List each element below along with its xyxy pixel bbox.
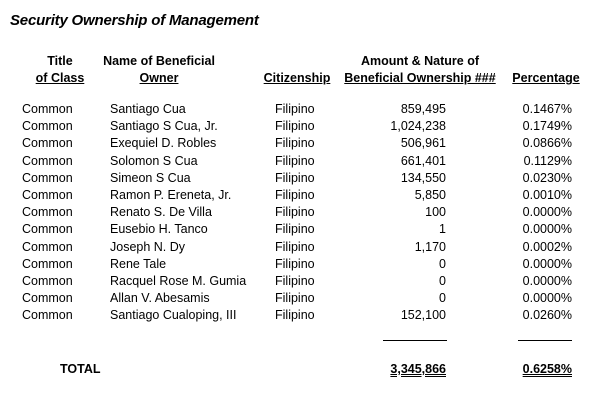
cell-amount: 1,170	[414, 239, 446, 254]
cell-percentage: 0.1467%	[522, 102, 572, 116]
cell-citizenship: Filipino	[275, 153, 315, 168]
cell-amount: 0	[439, 256, 446, 271]
cell-citizenship: Filipino	[275, 205, 315, 220]
cell-amount: 0	[439, 273, 446, 288]
percentage-subtotal-rule	[518, 340, 572, 341]
cell-owner-name: Solomon S Cua	[110, 153, 198, 168]
header-amount-nature	[340, 53, 500, 87]
cell-amount: 100	[425, 205, 446, 220]
cell-percentage: 0.1129%	[523, 153, 572, 168]
table-row	[0, 204, 606, 221]
header-beneficial-owner-line1: Name of Beneficial	[103, 54, 215, 68]
cell-percentage: 0.0000%	[522, 222, 572, 237]
cell-citizenship: Filipino	[275, 273, 315, 288]
cell-class: Common	[22, 136, 73, 151]
total-amount: 3,345,866	[390, 362, 446, 376]
cell-class: Common	[22, 222, 73, 237]
table-row	[0, 256, 606, 273]
cell-owner-name: Exequiel D. Robles	[110, 136, 217, 151]
header-citizenship	[260, 70, 334, 87]
cell-percentage: 0.0010%	[522, 187, 572, 202]
cell-citizenship: Filipino	[275, 308, 315, 323]
cell-citizenship: Filipino	[275, 102, 315, 116]
cell-percentage: 0.0000%	[522, 291, 572, 306]
header-title-of-class-line2: of Class	[35, 71, 85, 85]
table-row	[0, 135, 606, 152]
header-percentage	[508, 70, 584, 87]
header-title-of-class	[30, 53, 90, 87]
table-row	[0, 153, 606, 170]
cell-class: Common	[22, 119, 73, 134]
header-citizenship-label: Citizenship	[263, 71, 331, 85]
cell-class: Common	[22, 291, 73, 306]
cell-citizenship: Filipino	[275, 222, 315, 237]
table-row	[0, 273, 606, 290]
header-beneficial-owner-line2: Owner	[139, 71, 179, 85]
cell-class: Common	[22, 256, 73, 271]
cell-citizenship: Filipino	[275, 136, 315, 151]
cell-amount: 1,024,238	[390, 119, 446, 134]
cell-owner-name: Allan V. Abesamis	[110, 291, 210, 306]
cell-class: Common	[22, 187, 73, 202]
cell-class: Common	[22, 239, 73, 254]
cell-owner-name: Santiago Cualoping, III	[110, 308, 237, 323]
cell-amount: 859,495	[400, 102, 446, 116]
cell-citizenship: Filipino	[275, 256, 315, 271]
cell-owner-name: Racquel Rose M. Gumia	[110, 273, 247, 288]
cell-amount: 506,961	[400, 136, 446, 151]
cell-amount: 1	[439, 222, 446, 237]
ownership-table-body	[0, 101, 606, 324]
header-title-of-class-line1: Title	[47, 54, 73, 68]
total-percentage: 0.6258%	[522, 362, 572, 376]
total-label: TOTAL	[60, 362, 101, 376]
cell-class: Common	[22, 308, 73, 323]
header-amount-line1: Amount & Nature of	[360, 54, 480, 68]
cell-class: Common	[22, 273, 73, 288]
amount-subtotal-rule	[383, 340, 447, 341]
cell-owner-name: Rene Tale	[110, 256, 167, 271]
cell-percentage: 0.0230%	[522, 170, 572, 185]
cell-class: Common	[22, 170, 73, 185]
cell-citizenship: Filipino	[275, 187, 315, 202]
cell-amount: 0	[439, 291, 446, 306]
cell-amount: 661,401	[400, 153, 446, 168]
cell-citizenship: Filipino	[275, 239, 315, 254]
header-percentage-label: Percentage	[512, 71, 580, 85]
cell-percentage: 0.0260%	[522, 308, 572, 323]
cell-owner-name: Joseph N. Dy	[110, 239, 186, 254]
cell-owner-name: Santiago Cua	[110, 102, 186, 116]
table-row	[0, 118, 606, 135]
table-row	[0, 290, 606, 307]
cell-owner-name: Ramon P. Ereneta, Jr.	[110, 187, 232, 202]
table-row	[0, 239, 606, 256]
table-row	[0, 187, 606, 204]
cell-amount: 5,850	[414, 187, 446, 202]
cell-owner-name: Eusebio H. Tanco	[110, 222, 208, 237]
cell-percentage: 0.0002%	[522, 239, 572, 254]
table-row	[0, 101, 606, 118]
table-row	[0, 170, 606, 187]
table-row	[0, 221, 606, 238]
cell-owner-name: Renato S. De Villa	[110, 205, 212, 220]
cell-class: Common	[22, 102, 73, 116]
cell-class: Common	[22, 153, 73, 168]
cell-amount: 134,550	[400, 170, 446, 185]
cell-citizenship: Filipino	[275, 170, 315, 185]
cell-amount: 152,100	[400, 308, 446, 323]
header-beneficial-owner	[96, 53, 222, 87]
cell-citizenship: Filipino	[275, 119, 315, 134]
header-amount-line2: Beneficial Ownership ###	[344, 71, 496, 85]
cell-percentage: 0.1749%	[522, 119, 572, 134]
cell-owner-name: Simeon S Cua	[110, 170, 191, 185]
cell-citizenship: Filipino	[275, 291, 315, 306]
document-title: Security Ownership of Management	[10, 12, 259, 29]
cell-percentage: 0.0000%	[522, 205, 572, 220]
cell-percentage: 0.0000%	[522, 273, 572, 288]
cell-class: Common	[22, 205, 73, 220]
cell-percentage: 0.0000%	[522, 256, 572, 271]
cell-owner-name: Santiago S Cua, Jr.	[110, 119, 218, 134]
cell-percentage: 0.0866%	[522, 136, 572, 151]
table-row	[0, 307, 606, 324]
